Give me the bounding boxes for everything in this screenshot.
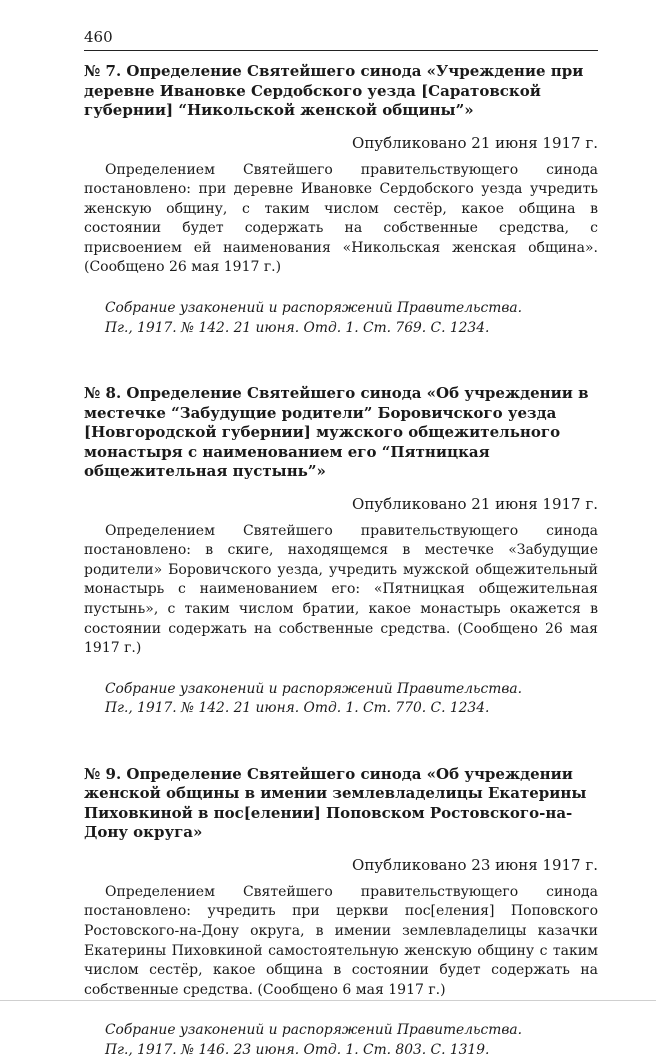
document-heading: № 8. Определение Святейшего синода «Об учреждении в местечке “Забудущие родители” Боровичского уезда [Новгородской губернии] мужского общежительного монастыря с наименованием его “Пятницкая общежительная пустынь”» <box>84 384 589 481</box>
source-citation <box>84 1021 598 1060</box>
document-entry-8 <box>84 384 598 719</box>
page-bottom-edge <box>0 1000 656 1001</box>
document-heading: № 7. Определение Святейшего синода «Учреждение при деревне Ивановке Сердобского уезда [Саратовской губернии] “Никольской женской общины”» <box>84 62 584 119</box>
header-rule <box>84 50 598 51</box>
source-title: Собрание узаконений и распоряжений Правительства. <box>105 300 522 317</box>
main-column <box>84 62 598 1060</box>
source-title: Собрание узаконений и распоряжений Правительства. <box>105 680 522 697</box>
publication-date: Опубликовано 21 июня 1917 г. <box>352 133 598 152</box>
source-citation <box>84 299 598 338</box>
source-title: Собрание узаконений и распоряжений Правительства. <box>105 1022 522 1039</box>
source-reference: Пг., 1917. № 146. 23 июня. Отд. 1. Ст. 803. С. 1319. <box>105 1041 490 1058</box>
document-body: Определением Святейшего правительствующего синода постановлено: в скиге, находящемся в местечке «Забудущие родители» Боровичского уезда, учредить мужской общежительный монастырь с наименованием его: «Пятницкая общежительная пустынь», с таким числом братии, какое монастырь окажется в состоянии содержать на собственные средства. (Сообщено 26 мая 1917 г.) <box>84 522 598 657</box>
source-reference: Пг., 1917. № 142. 21 июня. Отд. 1. Ст. 770. С. 1234. <box>105 700 490 717</box>
document-entry-7 <box>84 62 598 338</box>
document-entry-9 <box>84 765 598 1060</box>
source-citation <box>84 680 598 719</box>
document-body: Определением Святейшего правительствующего синода постановлено: при деревне Ивановке Сердобского уезда учредить женскую общину, с таким числом сестёр, какое община в состоянии будет содержать на собственные средства, с присвоением ей наименования «Никольская женская община». (Сообщено 26 мая 1917 г.) <box>84 161 598 276</box>
page-number: 460 <box>84 28 113 46</box>
publication-date: Опубликовано 23 июня 1917 г. <box>352 855 598 874</box>
source-reference: Пг., 1917. № 142. 21 июня. Отд. 1. Ст. 769. С. 1234. <box>105 319 490 336</box>
document-body: Определением Святейшего правительствующего синода постановлено: учредить при церкви пос[еления] Поповского Ростовского-на-Дону округа, в имении землевладелицы казачки Екатерины Пиховкиной самостоятельную женскую общину с таким числом сестёр, какое община в состоянии будет содержать на собственные средства. (Сообщено 6 мая 1917 г.) <box>84 883 598 998</box>
document-heading: № 9. Определение Святейшего синода «Об учреждении женской общины в имении землевладелицы Екатерины Пиховкиной в пос[елении] Поповском Ростовского-на-Дону округа» <box>84 764 587 842</box>
publication-date: Опубликовано 21 июня 1917 г. <box>352 494 598 513</box>
